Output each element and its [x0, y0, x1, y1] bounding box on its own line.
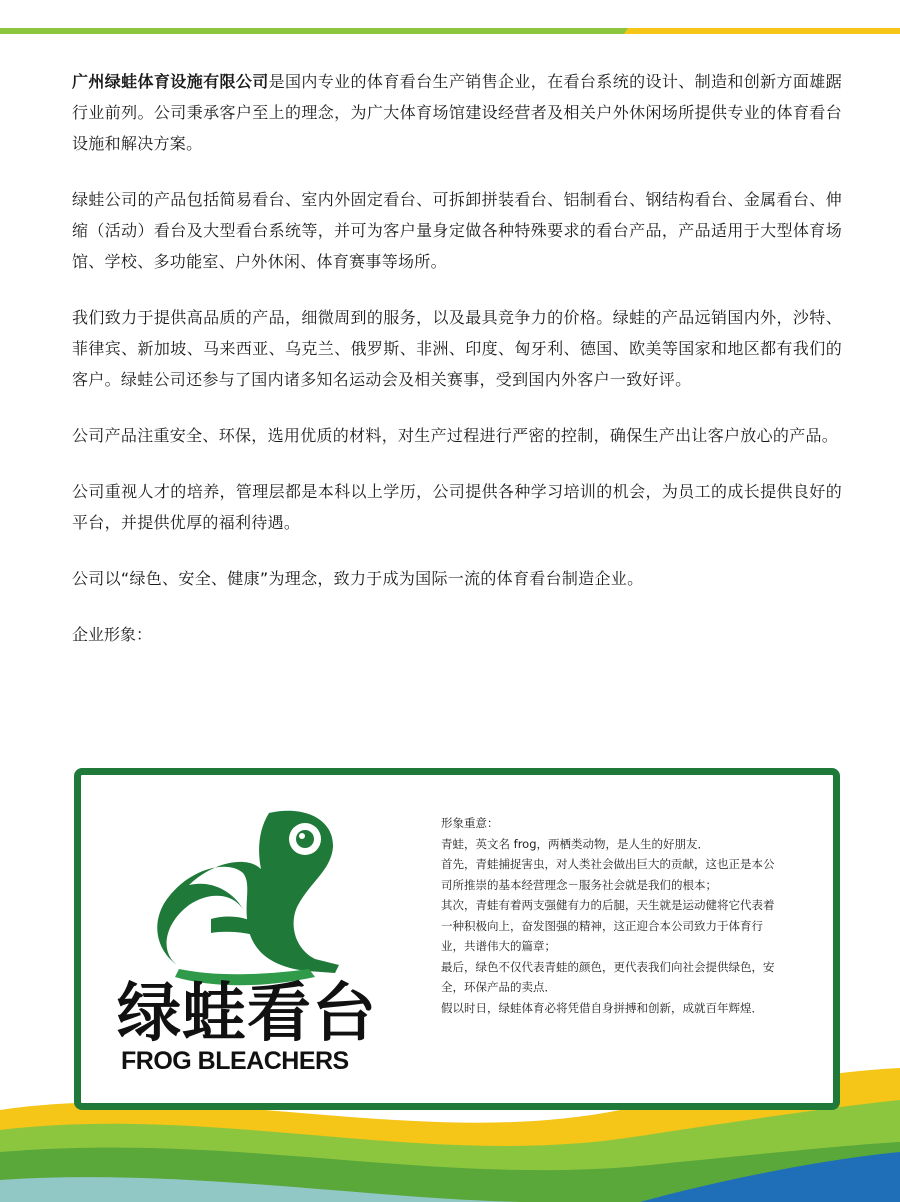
corporate-image-box [74, 768, 840, 1110]
meaning-line: 假以时日，绿蛙体育必将凭借自身拼搏和创新，成就百年辉煌． [441, 1000, 763, 1015]
top-stripe-decoration [0, 0, 900, 40]
meaning-line: 其次，青蛙有着两支强健有力的后腿，天生就是运动健将它代表着一种积极向上，奋发图强的精神，这正迎合本公司致力于体育行业，共谱伟大的篇章； [441, 898, 775, 953]
brand-name-chinese: 绿蛙看台 [117, 977, 377, 1051]
corporate-image-label: 企业形象： [72, 625, 153, 644]
logo-meaning-text [441, 813, 781, 1018]
page-content [72, 66, 842, 650]
intro-text: 是国内专业的体育看台生产销售企业，在看台系统的设计、制造和创新方面雄踞行业前列。公司秉承客户至上的理念，为广大体育场馆建设经营者及相关户外休闲场所提供专业的体育看台设施和解决方案。 [72, 72, 842, 153]
safety-paragraph: 公司产品注重安全、环保，选用优质的材料，对生产过程进行严密的控制，确保生产出让客户放心的产品。 [72, 426, 839, 445]
company-name: 广州绿蛙体育设施有限公司 [72, 72, 269, 91]
meaning-title: 形象重意： [441, 816, 499, 830]
products-paragraph: 绿蛙公司的产品包括简易看台、室内外固定看台、可拆卸拼装看台、铝制看台、钢结构看台、金属看台、伸缩（活动）看台及大型看台系统等，并可为客户量身定做各种特殊要求的看台产品，产品适用于大型体育场馆、学校、多功能室、户外休闲、体育赛事等场所。 [72, 190, 842, 271]
meaning-line: 最后，绿色不仅代表青蛙的颜色，更代表我们向社会提供绿色，安全，环保产品的卖点． [441, 959, 775, 994]
intro-paragraph [72, 66, 842, 159]
brand-name-english: FROG BLEACHERS [121, 1047, 349, 1075]
philosophy-paragraph: 公司以“绿色、安全、健康”为理念，致力于成为国际一流的体育看台制造企业。 [72, 569, 644, 588]
meaning-line: 青蛙，英文名 frog，两栖类动物，是人生的好朋友． [441, 836, 710, 851]
talent-paragraph: 公司重视人才的培养，管理层都是本科以上学历，公司提供各种学习培训的机会，为员工的成长提供良好的平台，并提供优厚的福利待遇。 [72, 482, 842, 532]
service-paragraph: 我们致力于提供高品质的产品，细微周到的服务，以及最具竞争力的价格。绿蛙的产品远销国内外，沙特、菲律宾、新加坡、马来西亚、乌克兰、俄罗斯、非洲、印度、匈牙利、德国、欧美等国家和地区都有我们的客户。绿蛙公司还参与了国内诸多知名运动会及相关赛事，受到国内外客户一致好评。 [72, 308, 842, 389]
meaning-line: 首先，青蛙捕捉害虫，对人类社会做出巨大的贡献，这也正是本公司所推崇的基本经营理念－服务社会就是我们的根本； [441, 857, 775, 892]
